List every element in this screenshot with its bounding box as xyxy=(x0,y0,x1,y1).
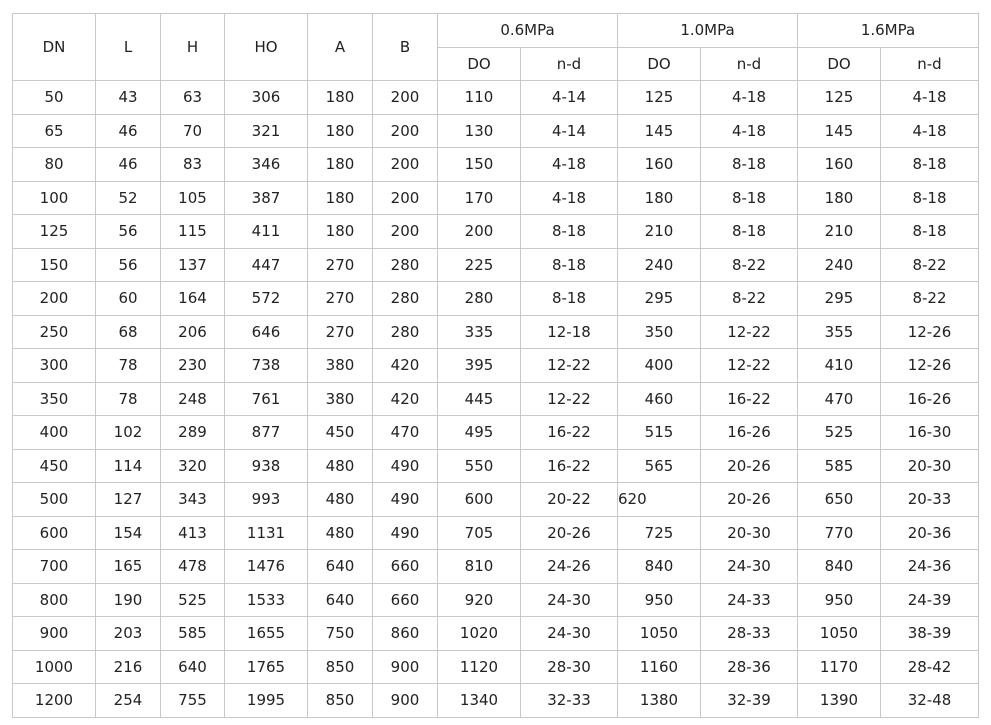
cell-a: 450 xyxy=(308,416,373,450)
cell-n-d-1-0: 16-26 xyxy=(701,416,798,450)
cell-l: 46 xyxy=(96,114,161,148)
cell-n-d-1-6: 8-18 xyxy=(881,215,979,249)
table-row xyxy=(13,550,979,584)
cell-l: 68 xyxy=(96,315,161,349)
table-row xyxy=(13,148,979,182)
cell-do-1-6: 125 xyxy=(798,81,881,115)
table-row xyxy=(13,181,979,215)
cell-do-1-0: 1160 xyxy=(618,650,701,684)
cell-b: 200 xyxy=(373,215,438,249)
cell-do-0-6: 600 xyxy=(438,483,521,517)
cell-h: 230 xyxy=(161,349,225,383)
cell-b: 200 xyxy=(373,81,438,115)
cell-do-1-6: 470 xyxy=(798,382,881,416)
cell-n-d-1-6: 32-48 xyxy=(881,684,979,718)
cell-n-d-0-6: 4-18 xyxy=(521,148,618,182)
cell-do-0-6: 445 xyxy=(438,382,521,416)
cell-dn: 250 xyxy=(13,315,96,349)
cell-n-d-0-6: 12-22 xyxy=(521,349,618,383)
cell-n-d-1-0: 4-18 xyxy=(701,81,798,115)
cell-l: 216 xyxy=(96,650,161,684)
cell-do-0-6: 1340 xyxy=(438,684,521,718)
cell-l: 254 xyxy=(96,684,161,718)
cell-do-1-0: 1050 xyxy=(618,617,701,651)
cell-n-d-1-6: 20-36 xyxy=(881,516,979,550)
cell-b: 200 xyxy=(373,148,438,182)
cell-b: 420 xyxy=(373,382,438,416)
cell-b: 860 xyxy=(373,617,438,651)
cell-b: 900 xyxy=(373,650,438,684)
cell-l: 60 xyxy=(96,282,161,316)
cell-do-1-0: 160 xyxy=(618,148,701,182)
cell-do-1-6: 1170 xyxy=(798,650,881,684)
cell-h: 206 xyxy=(161,315,225,349)
cell-n-d-1-0: 20-30 xyxy=(701,516,798,550)
cell-n-d-1-0: 4-18 xyxy=(701,114,798,148)
cell-l: 52 xyxy=(96,181,161,215)
cell-n-d-0-6: 24-26 xyxy=(521,550,618,584)
cell-ho: 1655 xyxy=(225,617,308,651)
cell-a: 380 xyxy=(308,382,373,416)
cell-b: 900 xyxy=(373,684,438,718)
subheader-do: DO xyxy=(438,47,521,81)
cell-h: 105 xyxy=(161,181,225,215)
table-row xyxy=(13,583,979,617)
table-row xyxy=(13,483,979,517)
cell-b: 280 xyxy=(373,282,438,316)
cell-n-d-1-6: 24-36 xyxy=(881,550,979,584)
cell-dn: 125 xyxy=(13,215,96,249)
cell-b: 420 xyxy=(373,349,438,383)
cell-l: 114 xyxy=(96,449,161,483)
table-row xyxy=(13,449,979,483)
cell-ho: 1131 xyxy=(225,516,308,550)
cell-n-d-0-6: 4-14 xyxy=(521,81,618,115)
cell-n-d-1-0: 8-18 xyxy=(701,215,798,249)
cell-n-d-0-6: 8-18 xyxy=(521,282,618,316)
header-l: L xyxy=(96,14,161,81)
cell-do-1-6: 1050 xyxy=(798,617,881,651)
cell-do-1-0: 240 xyxy=(618,248,701,282)
cell-b: 490 xyxy=(373,449,438,483)
cell-a: 270 xyxy=(308,315,373,349)
cell-n-d-1-6: 8-22 xyxy=(881,282,979,316)
table-header xyxy=(13,14,979,81)
cell-dn: 500 xyxy=(13,483,96,517)
cell-n-d-1-0: 28-36 xyxy=(701,650,798,684)
cell-l: 56 xyxy=(96,215,161,249)
cell-do-1-0: 295 xyxy=(618,282,701,316)
cell-h: 137 xyxy=(161,248,225,282)
cell-a: 180 xyxy=(308,181,373,215)
cell-do-1-6: 295 xyxy=(798,282,881,316)
cell-b: 280 xyxy=(373,315,438,349)
cell-ho: 1765 xyxy=(225,650,308,684)
table-row xyxy=(13,282,979,316)
cell-do-1-0: 725 xyxy=(618,516,701,550)
cell-do-1-6: 410 xyxy=(798,349,881,383)
cell-dn: 300 xyxy=(13,349,96,383)
cell-a: 480 xyxy=(308,516,373,550)
cell-dn: 100 xyxy=(13,181,96,215)
cell-n-d-0-6: 16-22 xyxy=(521,416,618,450)
cell-b: 490 xyxy=(373,483,438,517)
cell-do-1-6: 1390 xyxy=(798,684,881,718)
cell-do-0-6: 495 xyxy=(438,416,521,450)
cell-do-1-0: 210 xyxy=(618,215,701,249)
cell-do-1-6: 210 xyxy=(798,215,881,249)
cell-n-d-1-0: 8-18 xyxy=(701,148,798,182)
cell-h: 525 xyxy=(161,583,225,617)
cell-ho: 411 xyxy=(225,215,308,249)
cell-do-0-6: 1020 xyxy=(438,617,521,651)
cell-dn: 900 xyxy=(13,617,96,651)
table-row xyxy=(13,416,979,450)
cell-n-d-1-0: 32-39 xyxy=(701,684,798,718)
cell-dn: 80 xyxy=(13,148,96,182)
cell-n-d-1-0: 28-33 xyxy=(701,617,798,651)
cell-do-0-6: 130 xyxy=(438,114,521,148)
cell-l: 203 xyxy=(96,617,161,651)
header-pressure-0-6: 0.6MPa xyxy=(438,14,618,48)
cell-a: 180 xyxy=(308,114,373,148)
cell-n-d-1-6: 8-18 xyxy=(881,181,979,215)
cell-do-0-6: 200 xyxy=(438,215,521,249)
cell-do-1-0: 840 xyxy=(618,550,701,584)
cell-l: 127 xyxy=(96,483,161,517)
cell-a: 750 xyxy=(308,617,373,651)
cell-n-d-0-6: 28-30 xyxy=(521,650,618,684)
cell-ho: 761 xyxy=(225,382,308,416)
table-row xyxy=(13,248,979,282)
header-h: H xyxy=(161,14,225,81)
cell-ho: 646 xyxy=(225,315,308,349)
cell-do-0-6: 225 xyxy=(438,248,521,282)
cell-a: 270 xyxy=(308,282,373,316)
cell-l: 190 xyxy=(96,583,161,617)
cell-do-1-0: 125 xyxy=(618,81,701,115)
cell-do-1-6: 355 xyxy=(798,315,881,349)
cell-l: 78 xyxy=(96,349,161,383)
cell-h: 63 xyxy=(161,81,225,115)
cell-do-1-6: 160 xyxy=(798,148,881,182)
cell-l: 43 xyxy=(96,81,161,115)
cell-n-d-1-6: 12-26 xyxy=(881,315,979,349)
cell-n-d-0-6: 16-22 xyxy=(521,449,618,483)
cell-a: 640 xyxy=(308,583,373,617)
cell-dn: 50 xyxy=(13,81,96,115)
cell-a: 640 xyxy=(308,550,373,584)
cell-do-0-6: 280 xyxy=(438,282,521,316)
cell-n-d-1-6: 16-30 xyxy=(881,416,979,450)
cell-h: 83 xyxy=(161,148,225,182)
table-row xyxy=(13,315,979,349)
cell-do-1-6: 650 xyxy=(798,483,881,517)
cell-n-d-0-6: 12-22 xyxy=(521,382,618,416)
header-row xyxy=(13,14,979,48)
cell-do-1-0: 565 xyxy=(618,449,701,483)
cell-h: 343 xyxy=(161,483,225,517)
cell-a: 180 xyxy=(308,215,373,249)
cell-l: 78 xyxy=(96,382,161,416)
cell-h: 70 xyxy=(161,114,225,148)
cell-n-d-1-0: 20-26 xyxy=(701,449,798,483)
cell-n-d-0-6: 12-18 xyxy=(521,315,618,349)
cell-a: 180 xyxy=(308,81,373,115)
header-dn: DN xyxy=(13,14,96,81)
cell-a: 850 xyxy=(308,684,373,718)
cell-dn: 400 xyxy=(13,416,96,450)
cell-do-1-6: 145 xyxy=(798,114,881,148)
cell-ho: 1533 xyxy=(225,583,308,617)
cell-do-0-6: 335 xyxy=(438,315,521,349)
cell-a: 380 xyxy=(308,349,373,383)
cell-n-d-1-6: 4-18 xyxy=(881,114,979,148)
cell-n-d-1-6: 24-39 xyxy=(881,583,979,617)
cell-do-1-0: 515 xyxy=(618,416,701,450)
cell-dn: 65 xyxy=(13,114,96,148)
cell-h: 164 xyxy=(161,282,225,316)
cell-ho: 938 xyxy=(225,449,308,483)
cell-ho: 738 xyxy=(225,349,308,383)
cell-n-d-1-6: 20-33 xyxy=(881,483,979,517)
cell-h: 585 xyxy=(161,617,225,651)
cell-a: 270 xyxy=(308,248,373,282)
cell-a: 480 xyxy=(308,449,373,483)
cell-dn: 1200 xyxy=(13,684,96,718)
cell-n-d-0-6: 20-26 xyxy=(521,516,618,550)
subheader-do: DO xyxy=(798,47,881,81)
cell-b: 660 xyxy=(373,550,438,584)
cell-l: 46 xyxy=(96,148,161,182)
subheader-n-d: n-d xyxy=(881,47,979,81)
dimension-table xyxy=(12,13,979,718)
cell-n-d-1-6: 8-22 xyxy=(881,248,979,282)
cell-ho: 387 xyxy=(225,181,308,215)
cell-n-d-0-6: 8-18 xyxy=(521,215,618,249)
cell-n-d-1-6: 38-39 xyxy=(881,617,979,651)
cell-b: 280 xyxy=(373,248,438,282)
table-row xyxy=(13,650,979,684)
cell-do-1-0: 460 xyxy=(618,382,701,416)
cell-n-d-0-6: 32-33 xyxy=(521,684,618,718)
cell-n-d-0-6: 20-22 xyxy=(521,483,618,517)
cell-n-d-1-6: 4-18 xyxy=(881,81,979,115)
cell-dn: 450 xyxy=(13,449,96,483)
cell-do-0-6: 810 xyxy=(438,550,521,584)
cell-n-d-0-6: 4-14 xyxy=(521,114,618,148)
cell-do-1-6: 950 xyxy=(798,583,881,617)
cell-n-d-1-0: 8-22 xyxy=(701,282,798,316)
cell-l: 102 xyxy=(96,416,161,450)
cell-dn: 600 xyxy=(13,516,96,550)
cell-do-1-6: 840 xyxy=(798,550,881,584)
cell-n-d-0-6: 24-30 xyxy=(521,617,618,651)
cell-n-d-0-6: 24-30 xyxy=(521,583,618,617)
table-row xyxy=(13,516,979,550)
cell-dn: 200 xyxy=(13,282,96,316)
cell-ho: 1995 xyxy=(225,684,308,718)
cell-a: 180 xyxy=(308,148,373,182)
header-ho: HO xyxy=(225,14,308,81)
cell-ho: 1476 xyxy=(225,550,308,584)
cell-ho: 306 xyxy=(225,81,308,115)
cell-do-1-6: 240 xyxy=(798,248,881,282)
header-a: A xyxy=(308,14,373,81)
table-row xyxy=(13,215,979,249)
cell-n-d-1-0: 16-22 xyxy=(701,382,798,416)
cell-do-0-6: 920 xyxy=(438,583,521,617)
cell-h: 413 xyxy=(161,516,225,550)
cell-h: 248 xyxy=(161,382,225,416)
subheader-n-d: n-d xyxy=(701,47,798,81)
cell-do-1-0: 1380 xyxy=(618,684,701,718)
table-row xyxy=(13,617,979,651)
cell-do-1-0: 950 xyxy=(618,583,701,617)
cell-do-1-6: 525 xyxy=(798,416,881,450)
cell-dn: 1000 xyxy=(13,650,96,684)
cell-n-d-1-6: 28-42 xyxy=(881,650,979,684)
cell-h: 640 xyxy=(161,650,225,684)
cell-n-d-1-6: 8-18 xyxy=(881,148,979,182)
cell-do-1-6: 180 xyxy=(798,181,881,215)
cell-h: 478 xyxy=(161,550,225,584)
cell-do-0-6: 150 xyxy=(438,148,521,182)
cell-do-1-0: 180 xyxy=(618,181,701,215)
cell-b: 470 xyxy=(373,416,438,450)
cell-do-1-6: 770 xyxy=(798,516,881,550)
table-row xyxy=(13,349,979,383)
cell-h: 289 xyxy=(161,416,225,450)
cell-n-d-1-0: 24-33 xyxy=(701,583,798,617)
header-pressure-1-6: 1.6MPa xyxy=(798,14,979,48)
cell-dn: 700 xyxy=(13,550,96,584)
cell-n-d-1-0: 12-22 xyxy=(701,315,798,349)
cell-dn: 350 xyxy=(13,382,96,416)
cell-ho: 572 xyxy=(225,282,308,316)
cell-do-1-6: 585 xyxy=(798,449,881,483)
cell-b: 200 xyxy=(373,114,438,148)
cell-n-d-1-6: 20-30 xyxy=(881,449,979,483)
cell-b: 490 xyxy=(373,516,438,550)
cell-n-d-1-0: 24-30 xyxy=(701,550,798,584)
cell-b: 200 xyxy=(373,181,438,215)
cell-n-d-1-0: 8-18 xyxy=(701,181,798,215)
header-pressure-1-0: 1.0MPa xyxy=(618,14,798,48)
cell-dn: 800 xyxy=(13,583,96,617)
cell-h: 320 xyxy=(161,449,225,483)
header-b: B xyxy=(373,14,438,81)
subheader-n-d: n-d xyxy=(521,47,618,81)
cell-ho: 877 xyxy=(225,416,308,450)
cell-n-d-1-0: 8-22 xyxy=(701,248,798,282)
table-row xyxy=(13,382,979,416)
cell-do-1-0: 145 xyxy=(618,114,701,148)
cell-n-d-1-0: 12-22 xyxy=(701,349,798,383)
cell-do-0-6: 550 xyxy=(438,449,521,483)
subheader-do: DO xyxy=(618,47,701,81)
cell-l: 154 xyxy=(96,516,161,550)
cell-n-d-0-6: 8-18 xyxy=(521,248,618,282)
cell-do-1-0: 400 xyxy=(618,349,701,383)
table-body xyxy=(13,81,979,718)
cell-n-d-1-0: 20-26 xyxy=(701,483,798,517)
cell-h: 755 xyxy=(161,684,225,718)
cell-ho: 447 xyxy=(225,248,308,282)
cell-b: 660 xyxy=(373,583,438,617)
cell-n-d-1-6: 16-26 xyxy=(881,382,979,416)
cell-do-0-6: 110 xyxy=(438,81,521,115)
cell-n-d-1-6: 12-26 xyxy=(881,349,979,383)
cell-a: 480 xyxy=(308,483,373,517)
cell-ho: 346 xyxy=(225,148,308,182)
table-row xyxy=(13,81,979,115)
table-row xyxy=(13,684,979,718)
cell-do-1-0: 350 xyxy=(618,315,701,349)
cell-do-0-6: 170 xyxy=(438,181,521,215)
cell-do-1-0: 620 xyxy=(618,483,701,517)
cell-l: 56 xyxy=(96,248,161,282)
cell-h: 115 xyxy=(161,215,225,249)
cell-n-d-0-6: 4-18 xyxy=(521,181,618,215)
cell-do-0-6: 395 xyxy=(438,349,521,383)
cell-dn: 150 xyxy=(13,248,96,282)
cell-do-0-6: 705 xyxy=(438,516,521,550)
cell-a: 850 xyxy=(308,650,373,684)
cell-ho: 321 xyxy=(225,114,308,148)
table-row xyxy=(13,114,979,148)
cell-ho: 993 xyxy=(225,483,308,517)
cell-do-0-6: 1120 xyxy=(438,650,521,684)
cell-l: 165 xyxy=(96,550,161,584)
